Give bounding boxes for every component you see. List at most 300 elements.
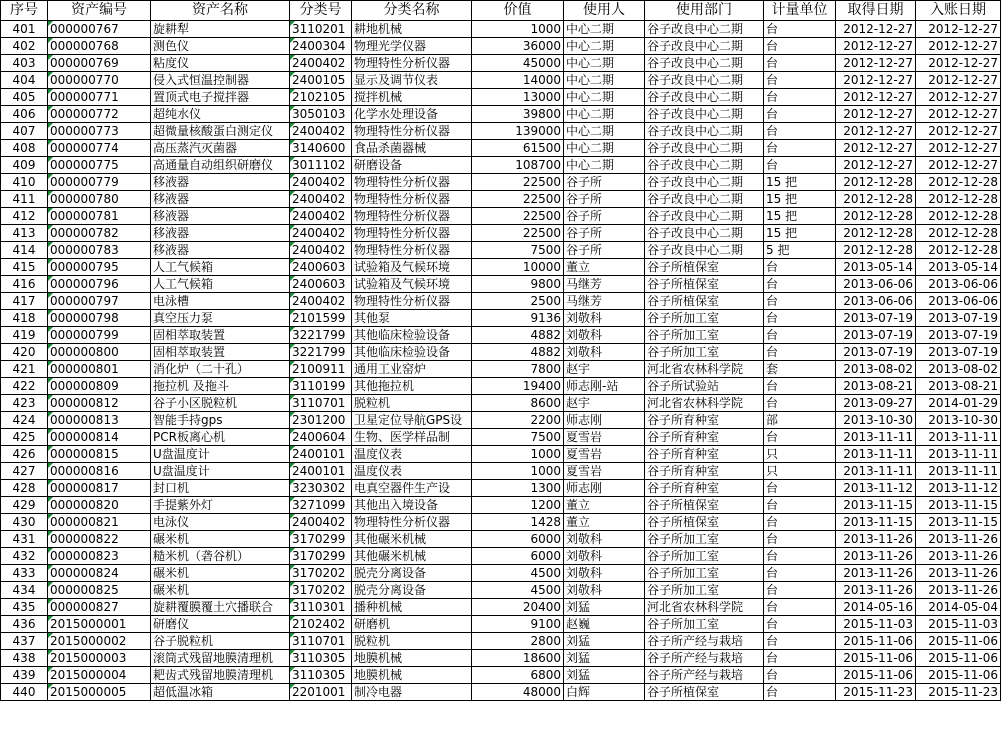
asset-name-cell[interactable]: 糙米机（砻谷机） [151, 548, 290, 565]
asset-code-cell[interactable]: 000000782 [48, 225, 151, 242]
user-cell[interactable]: 刘敬科 [564, 565, 645, 582]
acquired-date-cell[interactable]: 2015-11-23 [836, 684, 916, 701]
seq-cell[interactable]: 432 [1, 548, 48, 565]
class-code-cell[interactable]: 2400402 [290, 123, 352, 140]
asset-code-cell[interactable]: 000000816 [48, 463, 151, 480]
department-cell[interactable]: 谷子所植保室 [645, 684, 764, 701]
posted-date-cell[interactable]: 2013-10-30 [916, 412, 1001, 429]
user-cell[interactable]: 谷子所 [564, 225, 645, 242]
posted-date-cell[interactable]: 2013-11-12 [916, 480, 1001, 497]
user-cell[interactable]: 中心二期 [564, 55, 645, 72]
department-cell[interactable]: 谷子改良中心二期 [645, 191, 764, 208]
department-cell[interactable]: 谷子改良中心二期 [645, 55, 764, 72]
department-cell[interactable]: 谷子所育种室 [645, 480, 764, 497]
posted-date-cell[interactable]: 2013-11-26 [916, 582, 1001, 599]
seq-cell[interactable]: 420 [1, 344, 48, 361]
department-cell[interactable]: 谷子改良中心二期 [645, 225, 764, 242]
user-cell[interactable]: 夏雪岩 [564, 446, 645, 463]
asset-name-cell[interactable]: 智能手持gps [151, 412, 290, 429]
value-cell[interactable]: 9100 [472, 616, 564, 633]
unit-cell[interactable]: 台 [764, 140, 836, 157]
class-code-cell[interactable]: 3110199 [290, 378, 352, 395]
unit-cell[interactable]: 套 [764, 361, 836, 378]
class-name-cell[interactable]: 物理特性分析仪器 [352, 208, 472, 225]
asset-name-cell[interactable]: 手提紫外灯 [151, 497, 290, 514]
class-name-cell[interactable]: 电真空器件生产设 [352, 480, 472, 497]
header-cell[interactable]: 资产编号 [48, 1, 151, 21]
value-cell[interactable]: 1428 [472, 514, 564, 531]
department-cell[interactable]: 谷子所育种室 [645, 463, 764, 480]
user-cell[interactable]: 刘敬科 [564, 548, 645, 565]
asset-name-cell[interactable]: 人工气候箱 [151, 276, 290, 293]
acquired-date-cell[interactable]: 2013-11-15 [836, 514, 916, 531]
user-cell[interactable]: 董立 [564, 497, 645, 514]
user-cell[interactable]: 夏雪岩 [564, 429, 645, 446]
class-name-cell[interactable]: 卫星定位导航GPS设 [352, 412, 472, 429]
posted-date-cell[interactable]: 2013-11-26 [916, 531, 1001, 548]
asset-code-cell[interactable]: 2015000002 [48, 633, 151, 650]
class-code-cell[interactable]: 3110305 [290, 667, 352, 684]
asset-name-cell[interactable]: 碾米机 [151, 582, 290, 599]
posted-date-cell[interactable]: 2015-11-23 [916, 684, 1001, 701]
seq-cell[interactable]: 428 [1, 480, 48, 497]
class-name-cell[interactable]: 脱壳分离设备 [352, 582, 472, 599]
posted-date-cell[interactable]: 2012-12-27 [916, 140, 1001, 157]
class-code-cell[interactable]: 2400402 [290, 208, 352, 225]
class-code-cell[interactable]: 2400402 [290, 55, 352, 72]
class-code-cell[interactable]: 2400402 [290, 514, 352, 531]
department-cell[interactable]: 谷子所加工室 [645, 565, 764, 582]
unit-cell[interactable]: 台 [764, 72, 836, 89]
user-cell[interactable]: 中心二期 [564, 106, 645, 123]
class-code-cell[interactable]: 3110201 [290, 21, 352, 38]
header-cell[interactable]: 价值 [472, 1, 564, 21]
asset-name-cell[interactable]: 旋耕覆膜覆土穴播联合 [151, 599, 290, 616]
posted-date-cell[interactable]: 2013-11-15 [916, 497, 1001, 514]
user-cell[interactable]: 刘猛 [564, 599, 645, 616]
acquired-date-cell[interactable]: 2013-07-19 [836, 344, 916, 361]
department-cell[interactable]: 谷子所育种室 [645, 412, 764, 429]
class-code-cell[interactable]: 3230302 [290, 480, 352, 497]
seq-cell[interactable]: 401 [1, 21, 48, 38]
unit-cell[interactable]: 台 [764, 89, 836, 106]
unit-cell[interactable]: 台 [764, 667, 836, 684]
asset-name-cell[interactable]: 电泳槽 [151, 293, 290, 310]
asset-code-cell[interactable]: 000000822 [48, 531, 151, 548]
asset-name-cell[interactable]: 粘度仪 [151, 55, 290, 72]
seq-cell[interactable]: 407 [1, 123, 48, 140]
user-cell[interactable]: 谷子所 [564, 191, 645, 208]
user-cell[interactable]: 白辉 [564, 684, 645, 701]
class-name-cell[interactable]: 试验箱及气候环境 [352, 259, 472, 276]
unit-cell[interactable]: 台 [764, 565, 836, 582]
class-code-cell[interactable]: 2400402 [290, 174, 352, 191]
seq-cell[interactable]: 433 [1, 565, 48, 582]
class-code-cell[interactable]: 3271099 [290, 497, 352, 514]
user-cell[interactable]: 赵宇 [564, 395, 645, 412]
class-name-cell[interactable]: 物理特性分析仪器 [352, 225, 472, 242]
asset-name-cell[interactable]: 移液器 [151, 174, 290, 191]
asset-name-cell[interactable]: 置顶式电子搅拌器 [151, 89, 290, 106]
class-name-cell[interactable]: 其他碾米机械 [352, 531, 472, 548]
asset-code-cell[interactable]: 000000771 [48, 89, 151, 106]
acquired-date-cell[interactable]: 2013-08-02 [836, 361, 916, 378]
asset-name-cell[interactable]: 测色仪 [151, 38, 290, 55]
seq-cell[interactable]: 418 [1, 310, 48, 327]
class-name-cell[interactable]: 研磨机 [352, 616, 472, 633]
value-cell[interactable]: 8600 [472, 395, 564, 412]
class-name-cell[interactable]: 脱粒机 [352, 633, 472, 650]
asset-name-cell[interactable]: PCR板离心机 [151, 429, 290, 446]
class-code-cell[interactable]: 2400402 [290, 242, 352, 259]
seq-cell[interactable]: 425 [1, 429, 48, 446]
acquired-date-cell[interactable]: 2013-09-27 [836, 395, 916, 412]
seq-cell[interactable]: 423 [1, 395, 48, 412]
department-cell[interactable]: 谷子所植保室 [645, 293, 764, 310]
unit-cell[interactable]: 台 [764, 548, 836, 565]
class-name-cell[interactable]: 物理特性分析仪器 [352, 514, 472, 531]
unit-cell[interactable]: 台 [764, 327, 836, 344]
user-cell[interactable]: 中心二期 [564, 21, 645, 38]
class-code-cell[interactable]: 2101599 [290, 310, 352, 327]
unit-cell[interactable]: 台 [764, 497, 836, 514]
value-cell[interactable]: 1000 [472, 446, 564, 463]
asset-name-cell[interactable]: 固相萃取装置 [151, 327, 290, 344]
value-cell[interactable]: 2800 [472, 633, 564, 650]
department-cell[interactable]: 河北省农林科学院 [645, 599, 764, 616]
asset-name-cell[interactable]: 滚筒式残留地膜清理机 [151, 650, 290, 667]
posted-date-cell[interactable]: 2013-11-11 [916, 429, 1001, 446]
seq-cell[interactable]: 435 [1, 599, 48, 616]
seq-cell[interactable]: 409 [1, 157, 48, 174]
seq-cell[interactable]: 416 [1, 276, 48, 293]
asset-code-cell[interactable]: 000000798 [48, 310, 151, 327]
value-cell[interactable]: 108700 [472, 157, 564, 174]
posted-date-cell[interactable]: 2012-12-27 [916, 123, 1001, 140]
posted-date-cell[interactable]: 2013-11-11 [916, 446, 1001, 463]
department-cell[interactable]: 谷子改良中心二期 [645, 242, 764, 259]
class-name-cell[interactable]: 食品杀菌器械 [352, 140, 472, 157]
seq-cell[interactable]: 417 [1, 293, 48, 310]
seq-cell[interactable]: 406 [1, 106, 48, 123]
unit-cell[interactable]: 台 [764, 293, 836, 310]
department-cell[interactable]: 谷子改良中心二期 [645, 21, 764, 38]
unit-cell[interactable]: 台 [764, 616, 836, 633]
asset-name-cell[interactable]: 谷子小区脱粒机 [151, 395, 290, 412]
header-cell[interactable]: 使用部门 [645, 1, 764, 21]
class-code-cell[interactable]: 3110701 [290, 395, 352, 412]
acquired-date-cell[interactable]: 2013-11-12 [836, 480, 916, 497]
unit-cell[interactable]: 台 [764, 480, 836, 497]
asset-code-cell[interactable]: 000000767 [48, 21, 151, 38]
user-cell[interactable]: 中心二期 [564, 72, 645, 89]
asset-name-cell[interactable]: 拖拉机 及拖斗 [151, 378, 290, 395]
asset-code-cell[interactable]: 000000821 [48, 514, 151, 531]
asset-code-cell[interactable]: 000000773 [48, 123, 151, 140]
posted-date-cell[interactable]: 2012-12-27 [916, 72, 1001, 89]
department-cell[interactable]: 谷子所植保室 [645, 259, 764, 276]
posted-date-cell[interactable]: 2014-01-29 [916, 395, 1001, 412]
posted-date-cell[interactable]: 2015-11-06 [916, 650, 1001, 667]
acquired-date-cell[interactable]: 2012-12-27 [836, 157, 916, 174]
seq-cell[interactable]: 427 [1, 463, 48, 480]
class-code-cell[interactable]: 3170299 [290, 531, 352, 548]
department-cell[interactable]: 谷子所产经与栽培 [645, 667, 764, 684]
posted-date-cell[interactable]: 2013-08-21 [916, 378, 1001, 395]
acquired-date-cell[interactable]: 2013-11-11 [836, 429, 916, 446]
acquired-date-cell[interactable]: 2013-07-19 [836, 327, 916, 344]
asset-name-cell[interactable]: 固相萃取装置 [151, 344, 290, 361]
value-cell[interactable]: 9800 [472, 276, 564, 293]
unit-cell[interactable]: 15 把 [764, 174, 836, 191]
department-cell[interactable]: 谷子所育种室 [645, 446, 764, 463]
value-cell[interactable]: 18600 [472, 650, 564, 667]
unit-cell[interactable]: 台 [764, 344, 836, 361]
asset-code-cell[interactable]: 000000801 [48, 361, 151, 378]
asset-code-cell[interactable]: 000000825 [48, 582, 151, 599]
asset-code-cell[interactable]: 000000797 [48, 293, 151, 310]
asset-name-cell[interactable]: 移液器 [151, 191, 290, 208]
value-cell[interactable]: 22500 [472, 225, 564, 242]
class-code-cell[interactable]: 3140600 [290, 140, 352, 157]
posted-date-cell[interactable]: 2014-05-04 [916, 599, 1001, 616]
user-cell[interactable]: 中心二期 [564, 140, 645, 157]
class-name-cell[interactable]: 通用工业窑炉 [352, 361, 472, 378]
department-cell[interactable]: 谷子所植保室 [645, 497, 764, 514]
acquired-date-cell[interactable]: 2013-07-19 [836, 310, 916, 327]
department-cell[interactable]: 谷子所加工室 [645, 327, 764, 344]
asset-name-cell[interactable]: 碾米机 [151, 531, 290, 548]
acquired-date-cell[interactable]: 2012-12-28 [836, 191, 916, 208]
asset-code-cell[interactable]: 000000774 [48, 140, 151, 157]
seq-cell[interactable]: 429 [1, 497, 48, 514]
seq-cell[interactable]: 431 [1, 531, 48, 548]
asset-code-cell[interactable]: 2015000004 [48, 667, 151, 684]
asset-code-cell[interactable]: 000000770 [48, 72, 151, 89]
class-code-cell[interactable]: 3110701 [290, 633, 352, 650]
class-code-cell[interactable]: 2400105 [290, 72, 352, 89]
seq-cell[interactable]: 439 [1, 667, 48, 684]
posted-date-cell[interactable]: 2012-12-28 [916, 242, 1001, 259]
acquired-date-cell[interactable]: 2013-11-26 [836, 565, 916, 582]
value-cell[interactable]: 4882 [472, 344, 564, 361]
acquired-date-cell[interactable]: 2012-12-28 [836, 242, 916, 259]
department-cell[interactable]: 谷子所植保室 [645, 514, 764, 531]
class-name-cell[interactable]: 其他拖拉机 [352, 378, 472, 395]
asset-code-cell[interactable]: 000000779 [48, 174, 151, 191]
class-name-cell[interactable]: 脱粒机 [352, 395, 472, 412]
class-code-cell[interactable]: 2201001 [290, 684, 352, 701]
asset-name-cell[interactable]: 移液器 [151, 208, 290, 225]
class-name-cell[interactable]: 物理光学仪器 [352, 38, 472, 55]
seq-cell[interactable]: 436 [1, 616, 48, 633]
asset-code-cell[interactable]: 000000768 [48, 38, 151, 55]
value-cell[interactable]: 4882 [472, 327, 564, 344]
department-cell[interactable]: 谷子所加工室 [645, 582, 764, 599]
unit-cell[interactable]: 台 [764, 395, 836, 412]
value-cell[interactable]: 19400 [472, 378, 564, 395]
class-code-cell[interactable]: 3221799 [290, 327, 352, 344]
user-cell[interactable]: 刘敬科 [564, 327, 645, 344]
department-cell[interactable]: 谷子改良中心二期 [645, 72, 764, 89]
asset-name-cell[interactable]: 侵入式恒温控制器 [151, 72, 290, 89]
user-cell[interactable]: 刘猛 [564, 667, 645, 684]
value-cell[interactable]: 48000 [472, 684, 564, 701]
class-code-cell[interactable]: 2400603 [290, 276, 352, 293]
user-cell[interactable]: 谷子所 [564, 242, 645, 259]
asset-name-cell[interactable]: 移液器 [151, 225, 290, 242]
class-code-cell[interactable]: 3221799 [290, 344, 352, 361]
seq-cell[interactable]: 412 [1, 208, 48, 225]
class-code-cell[interactable]: 2400402 [290, 191, 352, 208]
user-cell[interactable]: 夏雪岩 [564, 463, 645, 480]
class-name-cell[interactable]: 温度仪表 [352, 463, 472, 480]
value-cell[interactable]: 45000 [472, 55, 564, 72]
seq-cell[interactable]: 414 [1, 242, 48, 259]
posted-date-cell[interactable]: 2013-11-26 [916, 548, 1001, 565]
user-cell[interactable]: 中心二期 [564, 157, 645, 174]
value-cell[interactable]: 7800 [472, 361, 564, 378]
asset-name-cell[interactable]: 真空压力泵 [151, 310, 290, 327]
value-cell[interactable]: 1300 [472, 480, 564, 497]
acquired-date-cell[interactable]: 2012-12-28 [836, 225, 916, 242]
seq-cell[interactable]: 421 [1, 361, 48, 378]
user-cell[interactable]: 赵巍 [564, 616, 645, 633]
class-name-cell[interactable]: 研磨设备 [352, 157, 472, 174]
asset-code-cell[interactable]: 000000769 [48, 55, 151, 72]
seq-cell[interactable]: 410 [1, 174, 48, 191]
unit-cell[interactable]: 5 把 [764, 242, 836, 259]
seq-cell[interactable]: 437 [1, 633, 48, 650]
posted-date-cell[interactable]: 2013-05-14 [916, 259, 1001, 276]
value-cell[interactable]: 61500 [472, 140, 564, 157]
asset-code-cell[interactable]: 000000780 [48, 191, 151, 208]
value-cell[interactable]: 4500 [472, 582, 564, 599]
class-name-cell[interactable]: 化学水处理设备 [352, 106, 472, 123]
asset-name-cell[interactable]: 碾米机 [151, 565, 290, 582]
user-cell[interactable]: 师志刚-站 [564, 378, 645, 395]
posted-date-cell[interactable]: 2013-06-06 [916, 293, 1001, 310]
class-name-cell[interactable]: 物理特性分析仪器 [352, 242, 472, 259]
asset-code-cell[interactable]: 000000814 [48, 429, 151, 446]
posted-date-cell[interactable]: 2012-12-27 [916, 157, 1001, 174]
acquired-date-cell[interactable]: 2012-12-27 [836, 38, 916, 55]
user-cell[interactable]: 刘敬科 [564, 582, 645, 599]
user-cell[interactable]: 刘敬科 [564, 531, 645, 548]
department-cell[interactable]: 谷子所植保室 [645, 276, 764, 293]
seq-cell[interactable]: 434 [1, 582, 48, 599]
unit-cell[interactable]: 台 [764, 276, 836, 293]
asset-code-cell[interactable]: 000000799 [48, 327, 151, 344]
class-name-cell[interactable]: 耕地机械 [352, 21, 472, 38]
acquired-date-cell[interactable]: 2015-11-03 [836, 616, 916, 633]
value-cell[interactable]: 4500 [472, 565, 564, 582]
department-cell[interactable]: 谷子所加工室 [645, 616, 764, 633]
unit-cell[interactable]: 部 [764, 412, 836, 429]
seq-cell[interactable]: 430 [1, 514, 48, 531]
class-name-cell[interactable]: 物理特性分析仪器 [352, 191, 472, 208]
department-cell[interactable]: 谷子所加工室 [645, 344, 764, 361]
value-cell[interactable]: 10000 [472, 259, 564, 276]
value-cell[interactable]: 2500 [472, 293, 564, 310]
asset-name-cell[interactable]: 封口机 [151, 480, 290, 497]
value-cell[interactable]: 9136 [472, 310, 564, 327]
header-cell[interactable]: 序号 [1, 1, 48, 21]
class-name-cell[interactable]: 其他碾米机械 [352, 548, 472, 565]
value-cell[interactable]: 14000 [472, 72, 564, 89]
unit-cell[interactable]: 台 [764, 21, 836, 38]
asset-name-cell[interactable]: U盘温度计 [151, 446, 290, 463]
department-cell[interactable]: 河北省农林科学院 [645, 395, 764, 412]
class-code-cell[interactable]: 3050103 [290, 106, 352, 123]
class-name-cell[interactable]: 物理特性分析仪器 [352, 55, 472, 72]
posted-date-cell[interactable]: 2013-07-19 [916, 310, 1001, 327]
acquired-date-cell[interactable]: 2012-12-27 [836, 140, 916, 157]
unit-cell[interactable]: 台 [764, 684, 836, 701]
asset-name-cell[interactable]: 高通量自动组织研磨仪 [151, 157, 290, 174]
value-cell[interactable]: 1200 [472, 497, 564, 514]
class-name-cell[interactable]: 地膜机械 [352, 650, 472, 667]
asset-name-cell[interactable]: 超纯水仪 [151, 106, 290, 123]
class-code-cell[interactable]: 2400101 [290, 446, 352, 463]
acquired-date-cell[interactable]: 2013-06-06 [836, 293, 916, 310]
posted-date-cell[interactable]: 2013-11-11 [916, 463, 1001, 480]
value-cell[interactable]: 1000 [472, 21, 564, 38]
unit-cell[interactable]: 台 [764, 310, 836, 327]
class-name-cell[interactable]: 物理特性分析仪器 [352, 123, 472, 140]
asset-code-cell[interactable]: 2015000001 [48, 616, 151, 633]
department-cell[interactable]: 谷子改良中心二期 [645, 89, 764, 106]
seq-cell[interactable]: 404 [1, 72, 48, 89]
value-cell[interactable]: 6800 [472, 667, 564, 684]
acquired-date-cell[interactable]: 2013-11-26 [836, 582, 916, 599]
department-cell[interactable]: 谷子改良中心二期 [645, 174, 764, 191]
class-code-cell[interactable]: 2102105 [290, 89, 352, 106]
posted-date-cell[interactable]: 2013-07-19 [916, 327, 1001, 344]
class-code-cell[interactable]: 2102402 [290, 616, 352, 633]
department-cell[interactable]: 河北省农林科学院 [645, 361, 764, 378]
class-code-cell[interactable]: 3170299 [290, 548, 352, 565]
posted-date-cell[interactable]: 2012-12-28 [916, 174, 1001, 191]
value-cell[interactable]: 22500 [472, 208, 564, 225]
seq-cell[interactable]: 424 [1, 412, 48, 429]
acquired-date-cell[interactable]: 2013-06-06 [836, 276, 916, 293]
class-name-cell[interactable]: 其他临床检验设备 [352, 327, 472, 344]
header-cell[interactable]: 入账日期 [916, 1, 1001, 21]
value-cell[interactable]: 139000 [472, 123, 564, 140]
department-cell[interactable]: 谷子所育种室 [645, 429, 764, 446]
class-name-cell[interactable]: 物理特性分析仪器 [352, 174, 472, 191]
asset-code-cell[interactable]: 000000775 [48, 157, 151, 174]
unit-cell[interactable]: 台 [764, 259, 836, 276]
user-cell[interactable]: 师志刚 [564, 412, 645, 429]
seq-cell[interactable]: 405 [1, 89, 48, 106]
acquired-date-cell[interactable]: 2012-12-27 [836, 55, 916, 72]
department-cell[interactable]: 谷子改良中心二期 [645, 123, 764, 140]
unit-cell[interactable]: 15 把 [764, 208, 836, 225]
user-cell[interactable]: 马继芳 [564, 293, 645, 310]
posted-date-cell[interactable]: 2013-11-26 [916, 565, 1001, 582]
class-code-cell[interactable]: 2400304 [290, 38, 352, 55]
unit-cell[interactable]: 只 [764, 463, 836, 480]
value-cell[interactable]: 7500 [472, 242, 564, 259]
posted-date-cell[interactable]: 2012-12-27 [916, 55, 1001, 72]
header-cell[interactable]: 分类号 [290, 1, 352, 21]
class-code-cell[interactable]: 3170202 [290, 582, 352, 599]
asset-code-cell[interactable]: 000000817 [48, 480, 151, 497]
seq-cell[interactable]: 419 [1, 327, 48, 344]
value-cell[interactable]: 39800 [472, 106, 564, 123]
